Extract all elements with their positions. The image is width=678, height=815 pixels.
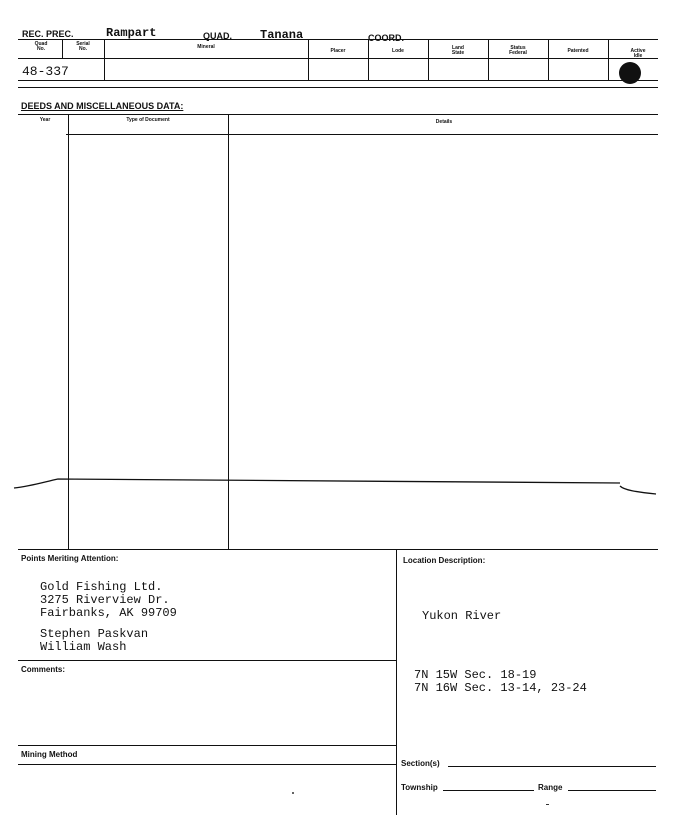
quad-serial-value: 48-337 <box>22 64 69 79</box>
col-header-serial-no: Serial No. <box>76 41 90 52</box>
location-label: Location Description: <box>403 556 486 565</box>
address-line: 3275 Riverview Dr. <box>40 593 170 607</box>
col-header-placer: Placer <box>330 48 346 54</box>
col-divider <box>548 39 549 80</box>
active-filled-dot <box>619 62 641 84</box>
mining-bottom-line <box>18 764 396 765</box>
person-line: William Wash <box>40 640 127 654</box>
lower-top-line <box>18 549 658 550</box>
lower-center-divider <box>396 549 397 815</box>
mining-top-line <box>18 745 396 746</box>
sections-label: Section(s) <box>401 759 440 768</box>
col-divider <box>62 39 63 58</box>
range-fill-line <box>568 790 656 791</box>
address-line: Fairbanks, AK 99709 <box>40 606 177 620</box>
speck <box>546 804 549 805</box>
points-address <box>40 581 177 620</box>
deeds-col-year: Year <box>39 117 51 123</box>
deeds-col-type: Type of Document <box>126 117 170 123</box>
coord-label: COORD. <box>368 33 404 43</box>
col-header-land-state: Land State <box>451 45 465 56</box>
col-header-quad-no: Quad No. <box>34 41 48 52</box>
comments-top-line <box>18 660 396 661</box>
header-bottom-line <box>18 80 658 81</box>
col-header-patented: Patented <box>567 48 589 54</box>
col-header-status-federal: Status Federal <box>509 45 527 56</box>
location-sections <box>414 669 587 695</box>
person-line: Stephen Paskvan <box>40 627 149 641</box>
location-river: Yukon River <box>422 609 502 623</box>
points-label: Points Meriting Attention: <box>21 554 119 563</box>
col-header-mineral: Mineral <box>197 44 215 50</box>
col-header-active-idle: Active Idle <box>630 48 646 59</box>
deeds-title: DEEDS AND MISCELLANEOUS DATA: <box>21 101 184 111</box>
section-line: 7N 15W Sec. 18-19 <box>414 668 537 682</box>
col-divider <box>368 39 369 80</box>
township-label: Township <box>401 783 438 792</box>
deeds-col-details: Details <box>435 119 453 125</box>
page-seam <box>0 470 678 500</box>
comments-label: Comments: <box>21 665 66 674</box>
speck <box>292 792 294 794</box>
header-bottom-line-2 <box>18 87 658 88</box>
col-divider <box>308 39 309 80</box>
deeds-header-line <box>66 134 658 135</box>
range-label: Range <box>538 783 563 792</box>
quad-label: QUAD. <box>203 31 232 41</box>
deeds-top-line <box>18 114 658 115</box>
section-line: 7N 16W Sec. 13-14, 23-24 <box>414 681 587 695</box>
header-top-line <box>18 39 658 40</box>
sections-fill-line <box>448 766 656 767</box>
points-people <box>40 628 148 654</box>
rec-prec-label: REC. PREC. <box>22 29 74 39</box>
quad-value: Tanana <box>260 28 304 42</box>
col-header-lode: Lode <box>392 48 404 54</box>
address-line: Gold Fishing Ltd. <box>40 580 163 594</box>
header-mid-line <box>18 58 658 59</box>
mining-label: Mining Method <box>21 750 78 759</box>
rec-prec-value: Rampart <box>106 26 157 40</box>
township-fill-line <box>443 790 534 791</box>
col-divider <box>608 39 609 80</box>
